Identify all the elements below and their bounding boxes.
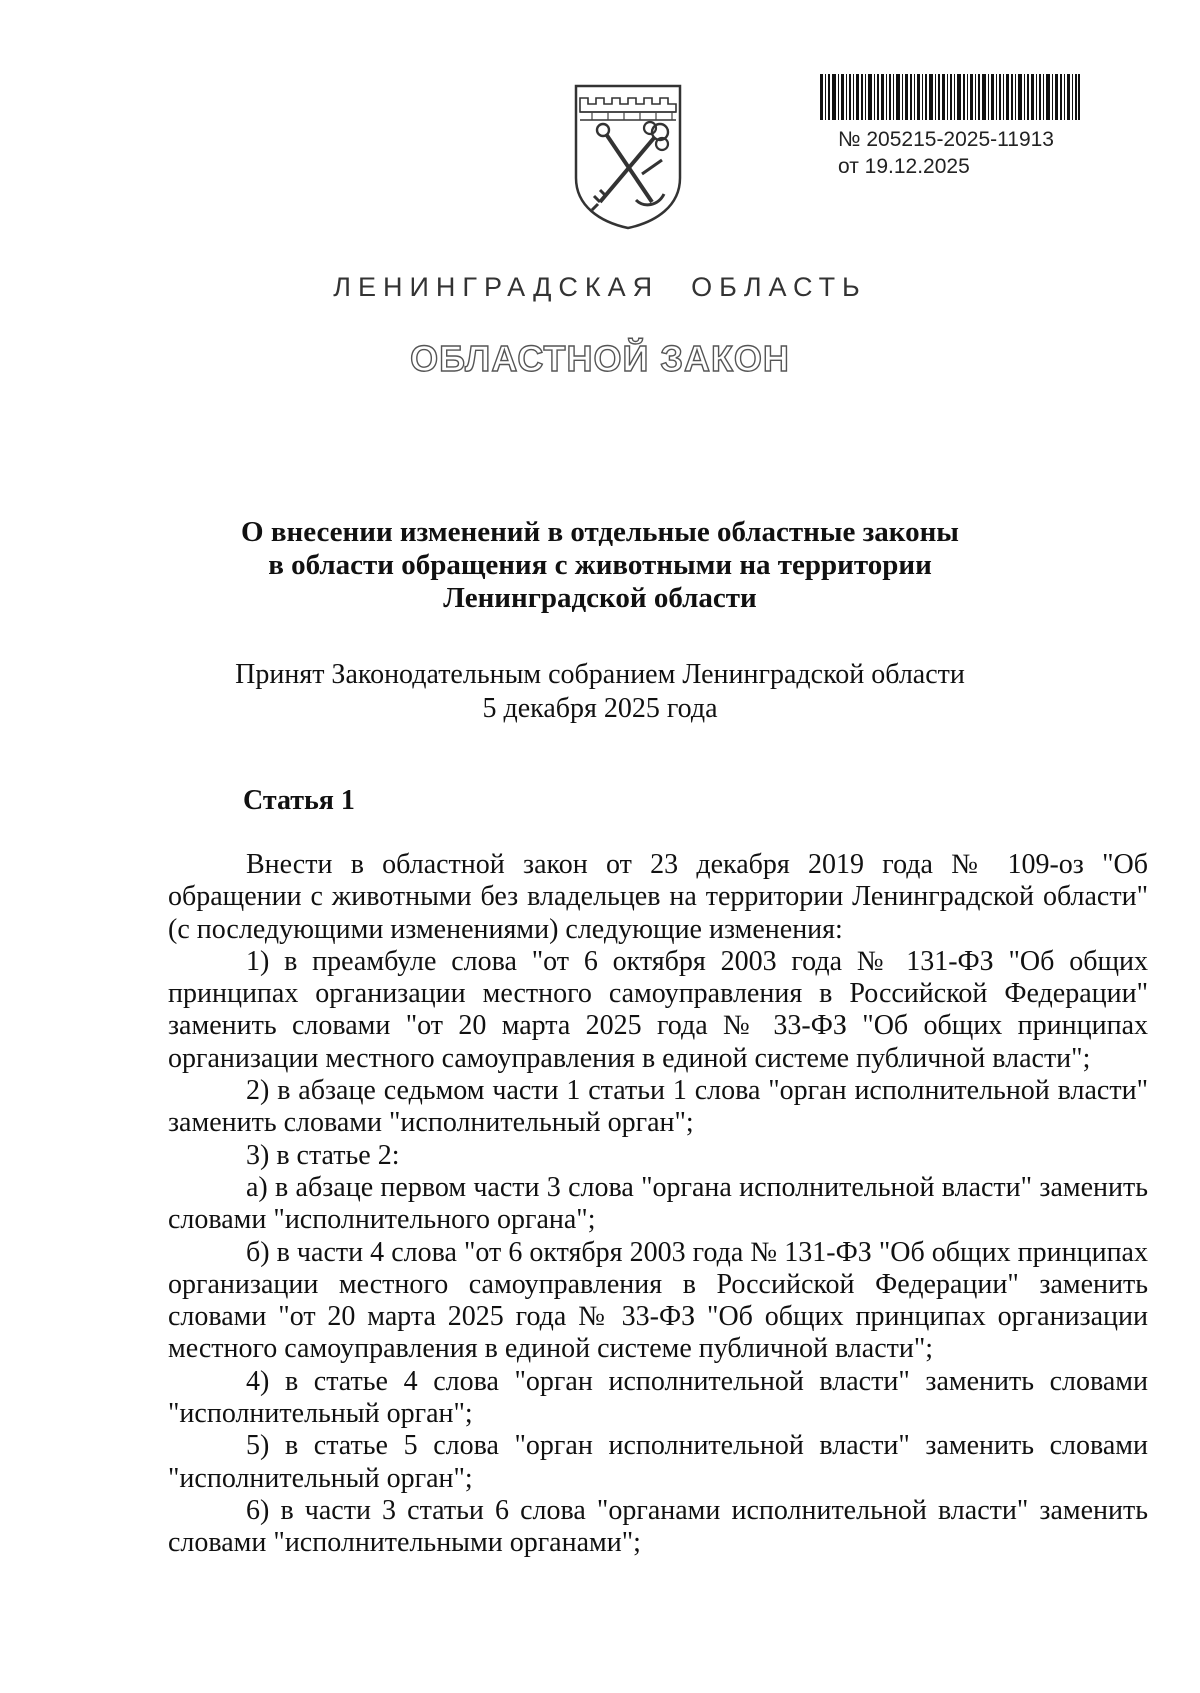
coat-of-arms-icon bbox=[572, 82, 684, 230]
law-type-heading: ОБЛАСТНОЙ ЗАКОН bbox=[410, 338, 790, 379]
adoption-note bbox=[120, 658, 1080, 726]
article-item: 6) в части 3 статьи 6 слова "органами исполнительной власти" заменить словами "исполнительными органами"; bbox=[168, 1494, 1148, 1559]
article-item: б) в части 4 слова "от 6 октября 2003 года № 131-ФЗ "Об общих принципах организации местного самоуправления в Российской Федерации" заменить словами "от 20 марта 2025 года № 33-ФЗ "Об общих принципах организации местного самоуправления в единой системе публичной власти"; bbox=[168, 1236, 1148, 1365]
law-title-line: О внесении изменений в отдельные областные законы bbox=[241, 516, 959, 548]
article-item: 1) в преамбуле слова "от 6 октября 2003 года № 131-ФЗ "Об общих принципах организации местного самоуправления в Российской Федерации" заменить словами "от 20 марта 2025 года № 33-ФЗ "Об общих принципах организации местного самоуправления в единой системе публичной власти"; bbox=[168, 945, 1148, 1074]
article-item: 3) в статье 2: bbox=[246, 1139, 400, 1171]
adoption-date: 5 декабря 2025 года bbox=[482, 693, 718, 724]
adoption-body: Принят Законодательным собранием Ленинградской области bbox=[235, 659, 965, 690]
barcode-icon bbox=[820, 74, 1080, 120]
region-name-word: ОБЛАСТЬ bbox=[691, 272, 867, 302]
registration-date: от 19.12.2025 bbox=[838, 155, 970, 178]
article-item: 5) в статье 5 слова "орган исполнительной власти" заменить словами "исполнительный орган"; bbox=[168, 1430, 1148, 1494]
law-title-line: Ленинградской области bbox=[443, 582, 757, 614]
registration-block bbox=[838, 126, 1054, 180]
article-body bbox=[168, 849, 1148, 1560]
article-heading: Статья 1 bbox=[243, 785, 355, 816]
article-item: 4) в статье 4 слова "орган исполнительной власти" заменить словами "исполнительный орган"; bbox=[168, 1365, 1148, 1430]
article-item: а) в абзаце первом части 3 слова "органа исполнительной власти" заменить словами "исполнительного органа"; bbox=[168, 1171, 1148, 1236]
article-item: 2) в абзаце седьмом части 1 статьи 1 слова "орган исполнительной власти" заменить словами "исполнительный орган"; bbox=[168, 1075, 1148, 1139]
region-name bbox=[0, 272, 1200, 303]
law-title bbox=[120, 516, 1080, 615]
article-intro: Внести в областной закон от 23 декабря 2019 года № 109-оз "Об обращении с животными без владельцев на территории Ленинградской области" (с последующими изменениями) следующие изменения: bbox=[168, 849, 1148, 945]
region-name-word: ЛЕНИНГРАДСКАЯ bbox=[333, 272, 660, 302]
law-title-line: в области обращения с животными на территории bbox=[268, 549, 932, 581]
registration-number: № 205215-2025-11913 bbox=[838, 128, 1054, 151]
